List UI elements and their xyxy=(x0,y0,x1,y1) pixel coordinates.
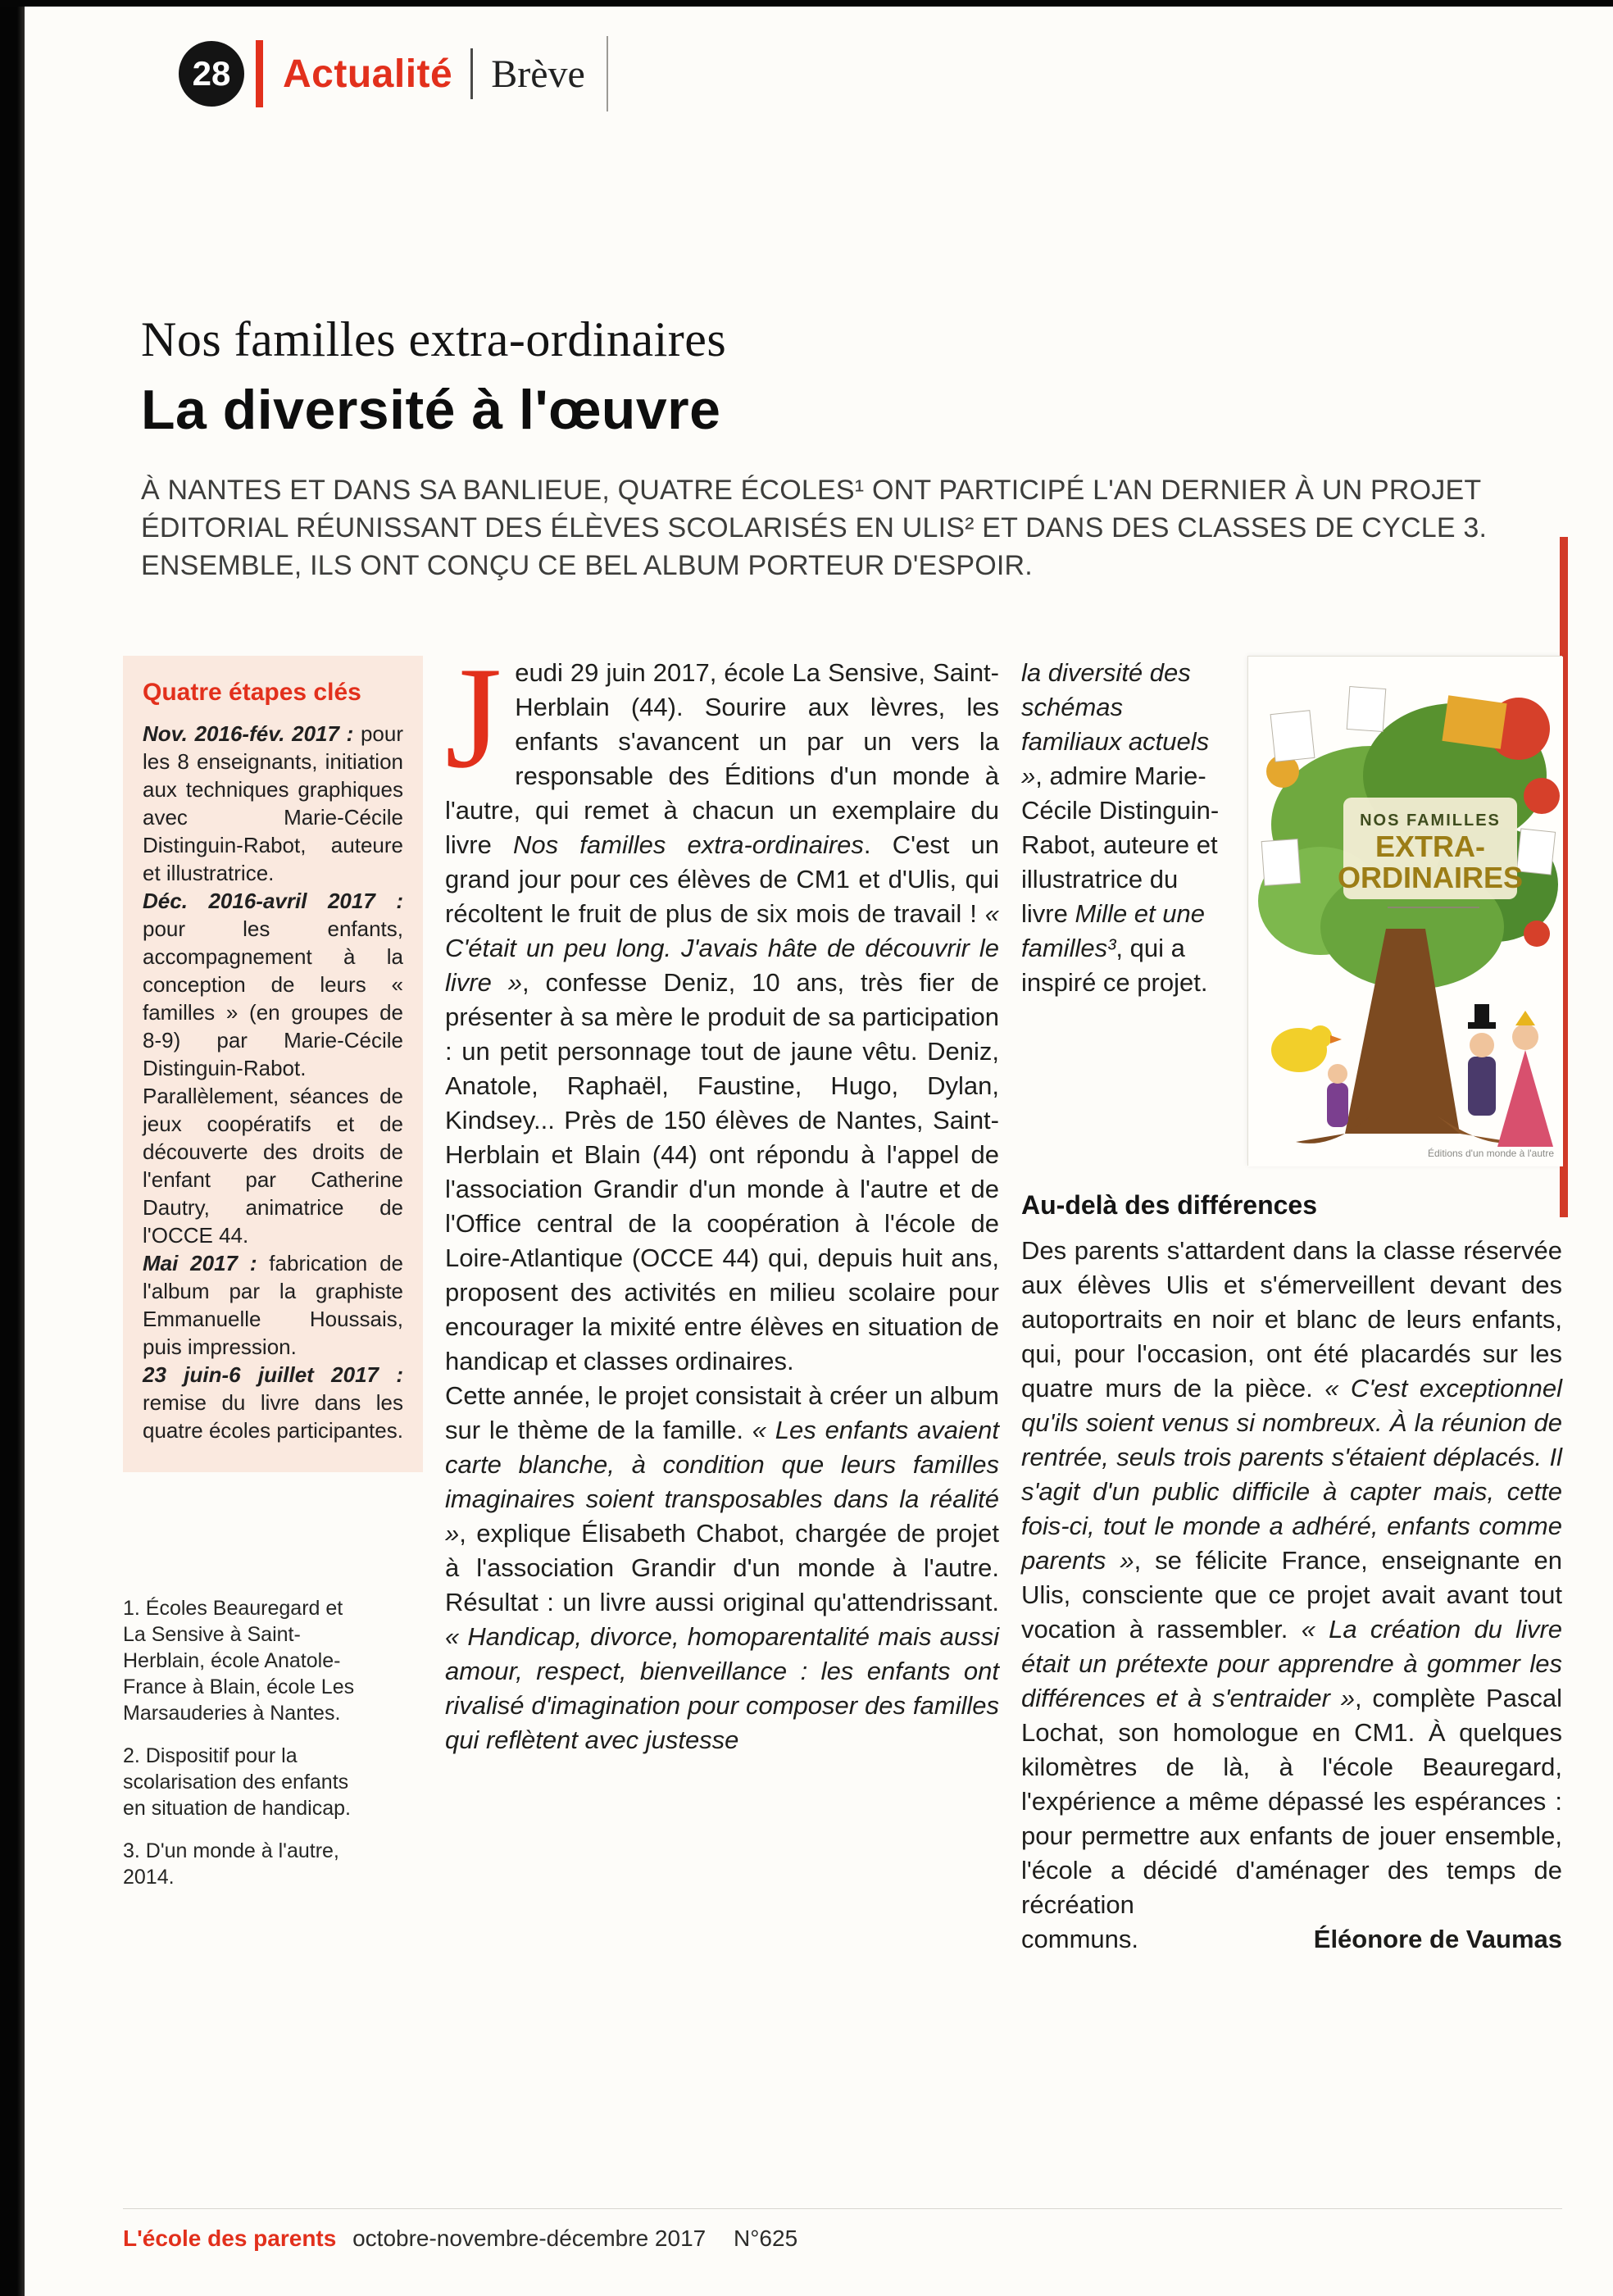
footnote: 1. Écoles Beauregard et La Sensive à Saint-Herblain, école Anatole-France à Blain, école Les Marsauderies à Nantes. xyxy=(123,1597,355,1725)
key-step xyxy=(143,887,403,1249)
book-cover-image xyxy=(1247,656,1562,1166)
header-end-rule xyxy=(607,36,608,111)
issue-number: N°625 xyxy=(734,2226,798,2251)
drop-cap: J xyxy=(445,636,502,798)
purple-character xyxy=(1327,1064,1348,1127)
paragraph-text: eudi 29 juin 2017, école La Sensive, Saint-Herblain (44). Sourire aux lèvres, les enfants s'avancent un par un vers la responsable des Éditions d'un monde à l'autre, qui remet à chacun un exemplaire du livre Nos familles extra-ordinaires. C'est un grand jour pour ces élèves de CM1 et d'Ulis, qui récoltent le fruit de plus de six mois de travail ! « C'était un peu long. J'avais hâte de découvrir le livre », confesse Deniz, 10 ans, très fier de présenter à sa mère le produit de sa participation : un petit personnage tout de jaune vêtu. Deniz, Anatole, Raphaël, Faustine, Hugo, Dylan, Kindsey... Près de 150 élèves de Nantes, Saint-Herblain et Blain (44) ont répondu à l'appel de l'association Grandir d'un monde à l'autre et de l'Office central de la coopération à l'école de Loire-Atlantique (OCCE 44) qui, depuis huit ans, proposent des activités en milieu scolaire pour encourager la mixité entre élèves en situation de handicap et classes ordinaires. xyxy=(445,658,1000,1375)
article-body xyxy=(123,636,1563,1957)
cover-title-line1: EXTRA- xyxy=(1375,830,1485,863)
footnote: 3. D'un monde à l'autre, 2014. xyxy=(123,1839,339,1889)
article-paragraph xyxy=(445,636,1000,1379)
closing-word: communs. xyxy=(1021,1925,1138,1953)
page-number: 28 xyxy=(192,54,231,93)
closing-line xyxy=(1021,1922,1562,1957)
key-step xyxy=(143,1361,403,1444)
section-label: Actualité xyxy=(283,52,453,96)
key-step-date: Déc. 2016-avril 2017 : xyxy=(143,889,403,913)
right-top-row xyxy=(1021,656,1562,1166)
subsection-label: Brève xyxy=(491,52,585,96)
key-steps-title: Quatre étapes clés xyxy=(143,679,361,706)
key-step-text: remise du livre dans les quatre écoles participantes. xyxy=(143,1390,403,1443)
key-step-date: 23 juin-6 juillet 2017 : xyxy=(143,1362,403,1387)
section-subhead: Au-delà des différences xyxy=(1021,1190,1317,1220)
key-step xyxy=(143,1249,403,1361)
article-paragraph: Des parents s'attardent dans la classe réservée aux élèves Ulis et s'émerveillent devant des autoportraits en noir et blanc de leurs enfants, qui, pour l'occasion, ont été placardés sur les quatre murs de la pièce. « C'est exceptionnel qu'ils soient venus si nombreux. À la réunion de rentrée, seuls trois parents s'étaient déplacés. Il s'agit d'un public difficile à capter mais, cette fois-ci, tout le monde a adhéré, enfants comme parents », se félicite France, enseignante en Ulis, consciente que ce projet avait avant tout vocation à rassembler. « La création du livre était un prétexte pour apprendre à gommer les différences et à s'entraider », complète Pascal Lochat, son homologue en CM1. À quelques kilomètres de là, à l'école Beauregard, l'expérience a même dépassé les espérances : pour permettre aux enfants de jouer ensemble, l'école a décidé d'aménager des temps de récréation xyxy=(1021,1236,1563,1919)
page-header xyxy=(179,36,608,111)
book-cover-illustration xyxy=(1248,657,1563,1166)
key-step-text: fabrication de l'album par la graphiste Emmanuelle Houssais, puis impression. xyxy=(143,1251,403,1359)
scan-edge-top xyxy=(0,0,1613,7)
key-step-text: pour les enfants, accompagnement à la conception de leurs « familles » (en groupes de 8-9) par Marie-Cécile Distinguin-Rabot. Parallèlement, séances de jeux coopératifs et de découverte des droits de l'enfant par Catherine Dautry, animatrice de l'OCCE 44. xyxy=(143,916,403,1248)
magazine-title: L'école des parents xyxy=(123,2226,337,2251)
article-title: La diversité à l'œuvre xyxy=(141,379,721,441)
kicker-title: Nos familles extra-ordinaires xyxy=(141,312,727,366)
cover-title-line2: ORDINAIRES xyxy=(1337,861,1524,894)
issue-date: octobre-novembre-décembre 2017 xyxy=(352,2226,707,2251)
key-step-text: pour les 8 enseignants, initiation aux techniques graphiques avec Marie-Cécile Distinguin-Rabot, auteure et illustratrice. xyxy=(143,721,403,885)
page-footer xyxy=(123,2208,1562,2252)
scan-edge-left xyxy=(0,0,25,2296)
article-paragraph: la diversité des schémas familiaux actuels », admire Marie-Cécile Distinguin-Rabot, auteure et illustratrice du livre Mille et une familles³, qui a inspiré ce projet. xyxy=(1021,658,1220,997)
key-step-date: Mai 2017 : xyxy=(143,1251,257,1275)
middle-column xyxy=(445,636,1000,1957)
section-accent-bar xyxy=(256,40,263,107)
cover-publisher: Éditions d'un monde à l'autre xyxy=(1427,1148,1555,1159)
left-column xyxy=(123,656,423,1957)
cover-title-block xyxy=(1338,798,1523,907)
header-divider-icon xyxy=(470,48,473,99)
article-paragraph: Cette année, le projet consistait à créer un album sur le thème de la famille. « Les enfants avaient carte blanche, à condition que leurs familles imaginaires soient transposables dans la réalité », explique Élisabeth Chabot, chargée de projet à l'association Grandir d'un monde à l'autre. Résultat : un livre aussi original qu'attendrissant. « Handicap, divorce, homoparentalité mais aussi amour, respect, bienveillance : les enfants ont rivalisé d'imagination pour composer des familles qui reflètent avec justesse xyxy=(445,1381,999,1754)
footnote: 2. Dispositif pour la scolarisation des enfants en situation de handicap. xyxy=(123,1744,351,1820)
key-steps-box xyxy=(123,656,423,1472)
key-step xyxy=(143,720,403,887)
cover-series-title: NOS FAMILLES xyxy=(1360,812,1501,830)
footnotes xyxy=(123,1595,369,1890)
author-byline: Éléonore de Vaumas xyxy=(1313,1925,1562,1953)
page-number-badge xyxy=(179,41,244,107)
title-block xyxy=(141,311,1562,584)
key-step-date: Nov. 2016-fév. 2017 : xyxy=(143,721,354,746)
right-column xyxy=(1021,656,1562,1957)
standfirst: À NANTES ET DANS SA BANLIEUE, QUATRE ÉCOLES¹ ONT PARTICIPÉ L'AN DERNIER À UN PROJET ÉDITORIAL RÉUNISSANT DES ÉLÈVES SCOLARISÉS EN ULIS² ET DANS DES CLASSES DE CYCLE 3. ENSEMBLE, ILS ONT CONÇU CE BEL ALBUM PORTEUR D'ESPOIR. xyxy=(141,475,1488,581)
